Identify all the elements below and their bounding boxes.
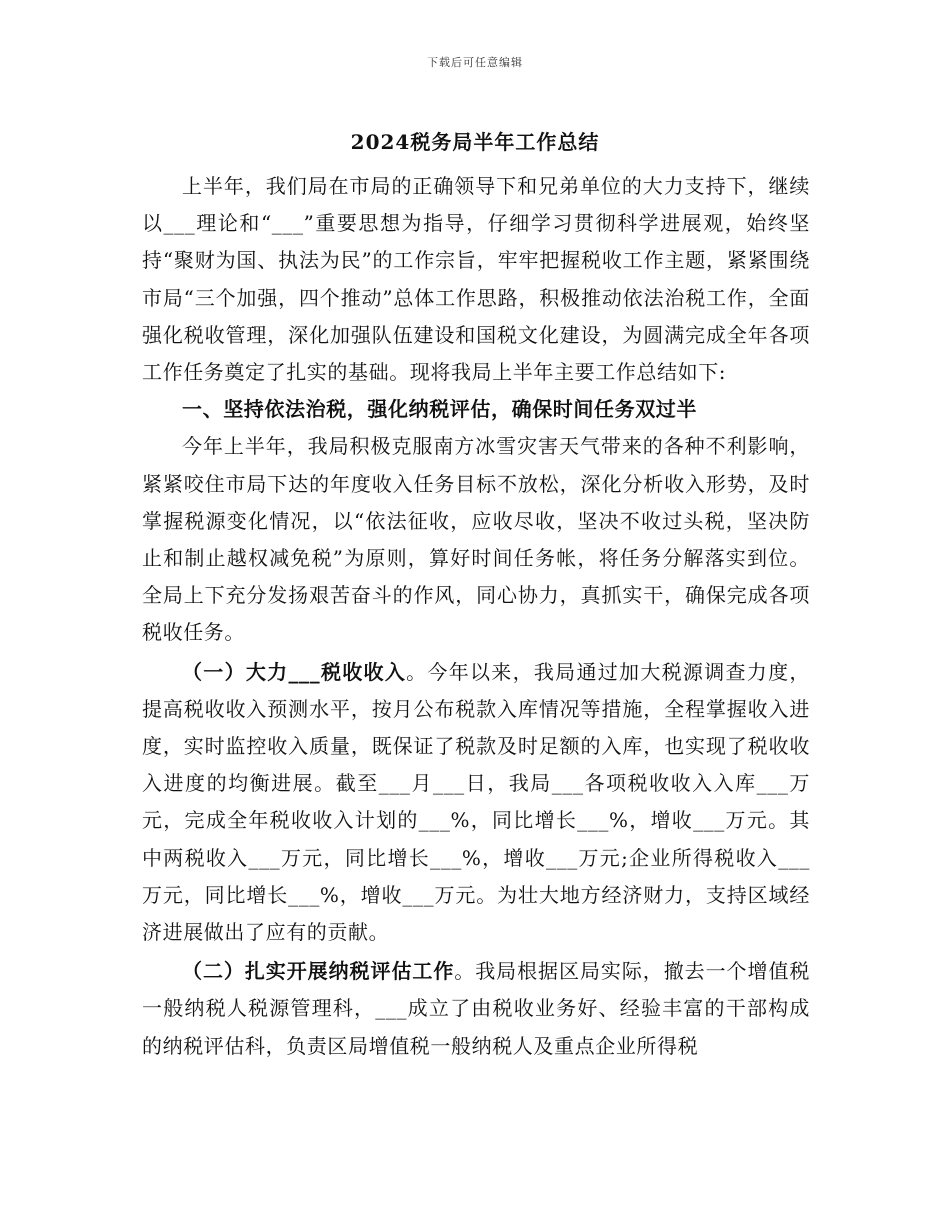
- header-note: 下载后可任意编辑: [427, 56, 523, 69]
- document-body: [142, 168, 810, 1065]
- document-title: 2024税务局半年工作总结: [350, 130, 600, 154]
- item-2-text: 。我局根据区局实际，撤去一个增值税一般纳税人税源管理科，___成立了由税收业务好、经验丰富的干部构成的纳税评估科，负责区局增值税一般纳税人及重点企业所得税: [142, 959, 810, 1058]
- section-1-paragraph: 今年上半年，我局积极克服南方冰雪灾害天气带来的各种不利影响，紧紧咬住市局下达的年度收入任务目标不放松，深化分析收入形势，及时掌握税源变化情况，以“依法征收，应收尽收，坚决不收过头税，坚决防止和制止越权减免税”为原则，算好时间任务帐，将任务分解落实到位。全局上下充分发扬艰苦奋斗的作风，同心协力，真抓实干，确保完成各项税收任务。: [142, 434, 810, 645]
- intro-paragraph: 上半年，我们局在市局的正确领导下和兄弟单位的大力支持下，继续以___理论和“___”重要思想为指导，仔细学习贯彻科学进展观，始终坚持“聚财为国、执法为民”的工作宗旨，牢牢把握税收工作主题，紧紧围绕市局“三个加强，四个推动”总体工作思路，积极推动依法治税工作，全面强化税收管理，深化加强队伍建设和国税文化建设，为圆满完成全年各项工作任务奠定了扎实的基础。现将我局上半年主要工作总结如下:: [142, 174, 810, 385]
- section-heading-1: 一、坚持依法治税，强化纳税评估，确保时间任务双过半: [182, 397, 697, 422]
- item-2-lead: （二）扎实开展纳税评估工作: [182, 959, 455, 984]
- item-1-text: 。今年以来，我局通过加大税源调查力度，提高税收收入预测水平，按月公布税款入库情况等措施，全程掌握收入进度，实时监控收入质量，既保证了税款及时足额的入库，也实现了税收收入进度的均衡进展。截至___月___日，我局___各项税收收入入库___万元，完成全年税收收入计划的___%，同比增长___%，增收___万元。其中两税收入___万元，同比增长___%，增收___万元;企业所得税收入___万元，同比增长___%，增收___万元。为壮大地方经济财力，支持区域经济进展做出了应有的贡献。: [142, 659, 810, 945]
- item-1-lead: （一）大力___税收收入: [182, 659, 407, 684]
- item-2-paragraph: [142, 953, 810, 1065]
- item-1-paragraph: [142, 654, 810, 952]
